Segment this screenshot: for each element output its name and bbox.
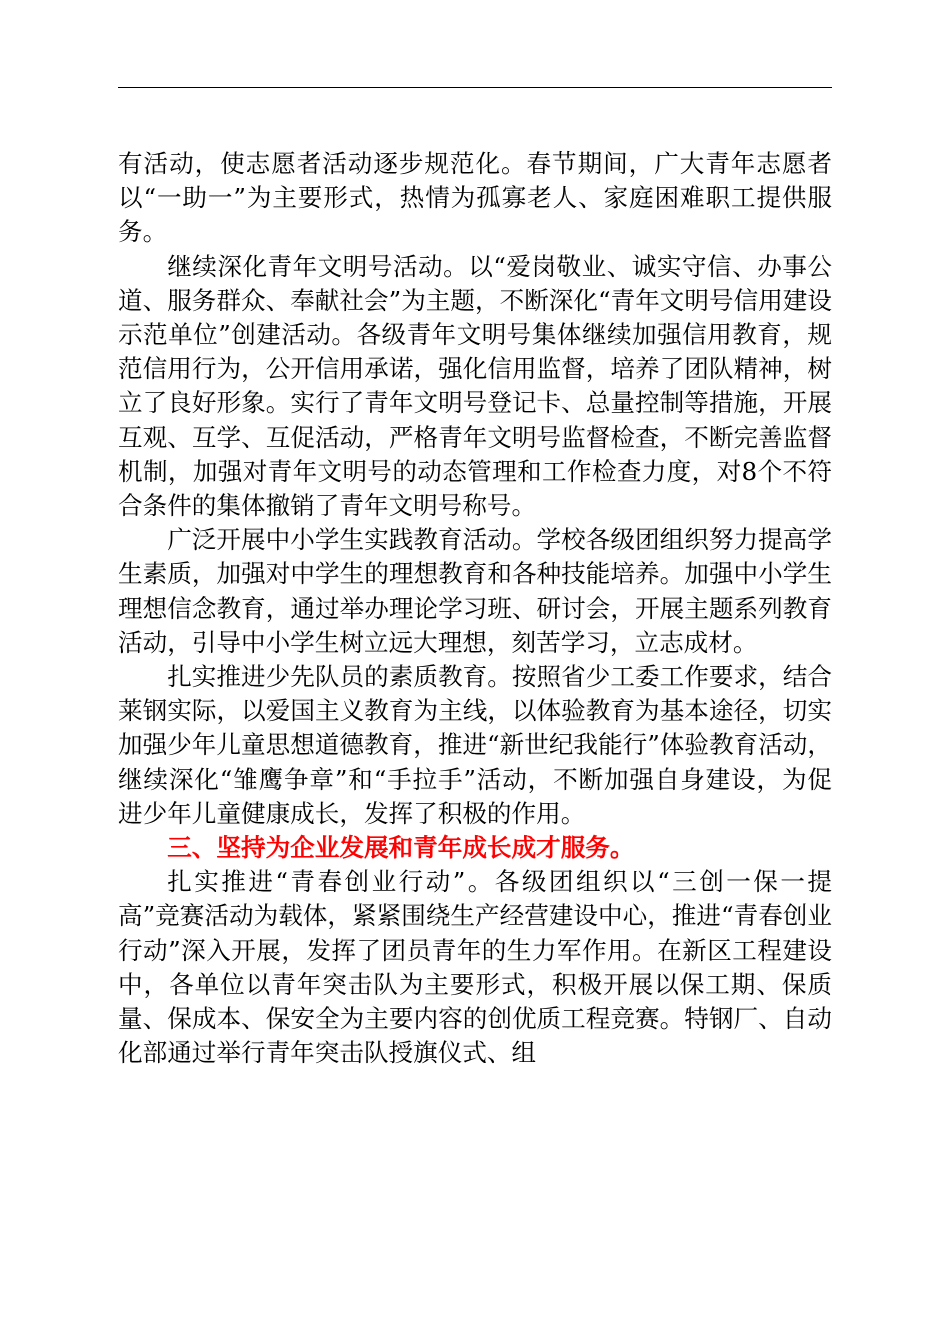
paragraph-young-pioneers: 扎实推进少先队员的素质教育。按照省少工委工作要求，结合莱钢实际，以爱国主义教育为主线，以体验教育为基本途径，切实加强少年儿童思想道德教育，推进“新世纪我能行”体验教育活动，继续深化“雏鹰争章”和“手拉手”活动，不断加强自身建设，为促进少年儿童健康成长，发挥了积极的作用。 [118,662,832,828]
paragraph-youth-entrepreneurship: 扎实推进“青春创业行动”。各级团组织以“三创一保一提高”竞赛活动为载体，紧紧围绕生产经营建设中心，推进“青春创业行动”深入开展，发挥了团员青年的生力军作用。在新区工程建设中，各单位以青年突击队为主要形式，积极开展以保工期、保质量、保成本、保安全为主要内容的创优质工程竞赛。特钢厂、自动化部通过举行青年突击队授旗仪式、组 [118,867,832,1068]
paragraph-youth-civilization: 继续深化青年文明号活动。以“爱岗敬业、诚实守信、办事公道、服务群众、奉献社会”为主题，不断深化“青年文明号信用建设示范单位”创建活动。各级青年文明号集体继续加强信用教育，规范信用行为，公开信用承诺，强化信用监督，培养了团队精神，树立了良好形象。实行了青年文明号登记卡、总量控制等措施，开展互观、互学、互促活动，严格青年文明号监督检查，不断完善监督机制，加强对青年文明号的动态管理和工作检查力度，对8个不符合条件的集体撤销了青年文明号称号。 [118,251,832,521]
document-body [118,147,832,1070]
header-rule [118,87,832,88]
section-heading: 三、坚持为企业发展和青年成长成才服务。 [167,833,635,863]
paragraph-continuation: 有活动，使志愿者活动逐步规范化。春节期间，广大青年志愿者以“一助一”为主要形式，热情为孤寡老人、家庭困难职工提供服务。 [118,149,832,247]
paragraph-student-practice: 广泛开展中小学生实践教育活动。学校各级团组织努力提高学生素质，加强对中学生的理想教育和各种技能培养。加强中小学生理想信念教育，通过举办理论学习班、研讨会，开展主题系列教育活动，引导中小学生树立远大理想，刻苦学习，立志成材。 [118,525,832,657]
